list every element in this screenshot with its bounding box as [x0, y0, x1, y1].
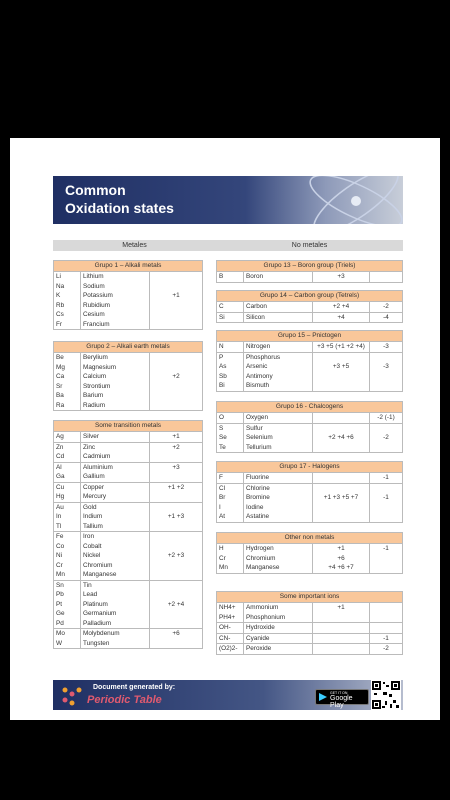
element-name: Indium: [81, 512, 150, 522]
element-row: [217, 633, 402, 644]
oxidation-negative: -2: [370, 644, 403, 654]
element-symbol: B: [217, 272, 244, 282]
play-store-icon: [319, 693, 327, 701]
element-row: [217, 381, 402, 391]
element-row: [54, 452, 202, 462]
element-row: [54, 580, 202, 590]
oxidation-positive: +2: [172, 373, 180, 380]
element-name: Iodine: [244, 503, 313, 513]
element-row: [54, 629, 202, 639]
element-name: Platinum: [81, 600, 150, 610]
oxidation-positive: [313, 633, 370, 644]
oxidation-negative: [370, 623, 403, 634]
oxidation-negative: -1: [370, 493, 403, 503]
element-name: Hydroxide: [244, 623, 313, 634]
group-title: Grupo 14 – Carbon group (Tetrels): [217, 291, 402, 302]
element-row: [217, 563, 402, 573]
oxidation-negative: [370, 512, 403, 522]
oxidation-positive: [150, 639, 203, 649]
oxidation-negative: [370, 613, 403, 623]
nonmetals-column-header: No metales: [216, 240, 403, 251]
oxidation-positive: [313, 381, 370, 391]
oxidation-negative: [370, 372, 403, 382]
group-title: Grupo 17 - Halogens: [217, 462, 402, 473]
element-row: [217, 362, 402, 372]
group-title: Grupo 2 – Alkali earth metals: [54, 342, 202, 353]
element-row: [54, 363, 202, 373]
oxidation-negative: -2: [370, 433, 403, 443]
oxidation-positive: [150, 310, 203, 320]
oxidation-positive: +6: [150, 629, 203, 639]
oxidation-positive: [150, 282, 203, 292]
oxidation-positive: [150, 301, 203, 311]
element-symbol: Mn: [217, 563, 244, 573]
element-symbol: Co: [54, 542, 81, 552]
element-name: Palladium: [81, 619, 150, 629]
oxidation-negative: -1: [370, 544, 403, 554]
element-symbol: H: [217, 544, 244, 554]
oxidation-positive: [150, 580, 203, 590]
element-symbol: Pt: [54, 600, 81, 610]
oxidation-positive: [150, 522, 203, 532]
element-row: [217, 473, 402, 483]
element-row: [54, 619, 202, 629]
element-symbol: Pd: [54, 619, 81, 629]
element-row: [217, 433, 402, 443]
element-name: Mercury: [81, 492, 150, 502]
element-symbol: Mo: [54, 629, 81, 639]
oxidation-positive: [150, 363, 203, 373]
element-symbol: Se: [217, 433, 244, 443]
element-symbol: Pb: [54, 590, 81, 600]
element-name: Chromium: [244, 554, 313, 564]
group-title: Grupo 1 – Alkali metals: [54, 261, 202, 272]
element-name: Sulfur: [244, 423, 313, 433]
element-symbol: W: [54, 639, 81, 649]
element-name: Strontium: [81, 382, 150, 392]
oxidation-negative: [370, 603, 403, 613]
element-row: [217, 272, 402, 282]
element-row: [54, 472, 202, 482]
atom-icon: [301, 176, 403, 224]
element-symbol: Ge: [54, 609, 81, 619]
right-group-box: [216, 330, 403, 392]
element-symbol: Al: [54, 462, 81, 472]
oxidation-positive: [150, 570, 203, 580]
oxidation-negative: [370, 503, 403, 513]
element-row: [217, 603, 402, 613]
element-row: [54, 609, 202, 619]
oxidation-positive: [150, 590, 203, 600]
element-symbol: C: [217, 302, 244, 312]
title-line-1: Common: [65, 182, 126, 198]
element-symbol: Hg: [54, 492, 81, 502]
element-name: Astatine: [244, 512, 313, 522]
element-name: Bromine: [244, 493, 313, 503]
element-name: Nitrogen: [244, 342, 313, 352]
element-row: [217, 554, 402, 564]
right-group-box: [216, 461, 403, 523]
element-symbol: Ga: [54, 472, 81, 482]
element-symbol: S: [217, 423, 244, 433]
element-name: Phosphorus: [244, 352, 313, 362]
element-symbol: Sn: [54, 580, 81, 590]
element-row: [54, 482, 202, 492]
element-symbol: Ni: [54, 551, 81, 561]
element-name: Hydrogen: [244, 544, 313, 554]
oxidation-positive: [150, 542, 203, 552]
element-name: Magnesium: [81, 363, 150, 373]
element-row: [217, 623, 402, 634]
element-name: Iron: [81, 532, 150, 542]
generated-by-label: Document generated by:: [93, 684, 176, 691]
left-group-box: [53, 420, 203, 649]
oxidation-negative: -1: [370, 633, 403, 644]
oxidation-positive: +4 +6 +7: [328, 564, 354, 571]
element-row: [54, 600, 202, 610]
element-row: [54, 301, 202, 311]
oxidation-positive: +3 +5 (+1 +2 +4): [317, 343, 365, 350]
element-row: [54, 353, 202, 363]
element-name: Francium: [81, 320, 150, 330]
element-row: [217, 372, 402, 382]
oxidation-positive: [313, 443, 370, 453]
oxidation-positive: [150, 619, 203, 629]
element-row: [217, 644, 402, 654]
oxidation-positive: [150, 532, 203, 542]
element-row: [54, 522, 202, 532]
element-name: Cadmium: [81, 452, 150, 462]
element-symbol: N: [217, 342, 244, 352]
element-symbol: Cs: [54, 310, 81, 320]
oxidation-positive: [150, 401, 203, 411]
element-row: [217, 483, 402, 493]
element-row: [217, 512, 402, 522]
element-row: [54, 391, 202, 401]
element-name: Gold: [81, 502, 150, 512]
oxidation-negative: [370, 381, 403, 391]
oxidation-positive: [150, 472, 203, 482]
element-name: Lead: [81, 590, 150, 600]
oxidation-negative: [370, 563, 403, 573]
element-symbol: (O2)2-: [217, 644, 244, 654]
element-symbol: Cd: [54, 452, 81, 462]
group-title: Other non metals: [217, 533, 402, 544]
element-name: Tin: [81, 580, 150, 590]
element-symbol: Sb: [217, 372, 244, 382]
oxidation-positive: [150, 272, 203, 282]
oxidation-positive: [313, 372, 370, 382]
group-title: Some important ions: [217, 592, 402, 603]
element-symbol: Ba: [54, 391, 81, 401]
oxidation-negative: [370, 423, 403, 433]
oxidation-negative: -2 (-1): [370, 413, 403, 423]
element-name: Sodium: [81, 282, 150, 292]
oxidation-positive: [150, 561, 203, 571]
oxidation-negative: [370, 554, 403, 564]
element-row: [54, 512, 202, 522]
oxidation-positive: +3: [337, 273, 345, 280]
element-name: Radium: [81, 401, 150, 411]
element-symbol: I: [217, 503, 244, 513]
oxidation-positive: +2 +4: [167, 600, 185, 608]
element-name: Chlorine: [244, 483, 313, 493]
element-name: Cyanide: [244, 633, 313, 644]
element-symbol: Sr: [54, 382, 81, 392]
left-group-box: [53, 260, 203, 330]
qr-code-icon: [371, 680, 401, 710]
element-row: [54, 401, 202, 411]
group-title: Grupo 16 - Chalcogens: [217, 402, 402, 413]
brand-name: Periodic Table: [87, 694, 162, 706]
element-name: Barium: [81, 391, 150, 401]
oxidation-negative: [370, 443, 403, 453]
oxidation-positive: +1: [337, 545, 345, 552]
oxidation-positive: [313, 503, 370, 513]
oxidation-positive: [313, 644, 370, 654]
oxidation-negative: -1: [370, 473, 403, 483]
oxidation-positive: [313, 473, 370, 483]
oxidation-negative: -3: [370, 362, 403, 372]
oxidation-positive: +1 +2: [150, 482, 203, 492]
element-symbol: Ca: [54, 372, 81, 382]
element-name: Potassium: [81, 291, 150, 301]
element-symbol: Zn: [54, 442, 81, 452]
element-symbol: Be: [54, 353, 81, 363]
oxidation-negative: [370, 352, 403, 362]
element-name: Peroxide: [244, 644, 313, 654]
oxidation-positive: +1 +3: [167, 513, 185, 520]
element-row: [54, 561, 202, 571]
group-title: Some transition metals: [54, 421, 202, 432]
element-row: [54, 291, 202, 301]
element-name: Tellurium: [244, 443, 313, 453]
element-name: Cesium: [81, 310, 150, 320]
oxidation-positive: [313, 413, 370, 423]
store-small-label: GET IT ON: [330, 691, 348, 695]
document-page: [10, 138, 440, 720]
element-symbol: Cl: [217, 483, 244, 493]
element-row: [217, 352, 402, 362]
oxidation-positive: +6: [337, 554, 345, 562]
element-row: [217, 342, 402, 352]
oxidation-positive: [150, 382, 203, 392]
element-symbol: As: [217, 362, 244, 372]
element-row: [217, 312, 402, 322]
element-name: Selenium: [244, 433, 313, 443]
title-banner: [53, 176, 403, 224]
element-symbol: Bi: [217, 381, 244, 391]
element-row: [54, 442, 202, 452]
element-name: Gallium: [81, 472, 150, 482]
element-row: [217, 302, 402, 312]
element-name: Rubidium: [81, 301, 150, 311]
element-symbol: Mg: [54, 363, 81, 373]
element-symbol: Au: [54, 502, 81, 512]
element-row: [54, 320, 202, 330]
oxidation-positive: +3: [150, 462, 203, 472]
oxidation-positive: [150, 492, 203, 502]
element-row: [217, 544, 402, 554]
element-row: [217, 443, 402, 453]
element-symbol: At: [217, 512, 244, 522]
oxidation-negative: -4: [370, 312, 403, 322]
element-symbol: Tl: [54, 522, 81, 532]
element-name: Lithium: [81, 272, 150, 282]
element-symbol: Fe: [54, 532, 81, 542]
oxidation-positive: [150, 609, 203, 619]
element-name: Manganese: [244, 563, 313, 573]
oxidation-positive: +1: [172, 292, 180, 299]
element-symbol: In: [54, 512, 81, 522]
element-row: [54, 590, 202, 600]
oxidation-positive: [150, 320, 203, 330]
element-symbol: Ra: [54, 401, 81, 411]
oxidation-positive: +1: [172, 433, 180, 440]
element-name: Bismuth: [244, 381, 313, 391]
element-name: Calcium: [81, 372, 150, 382]
element-symbol: Ag: [54, 432, 81, 442]
left-group-box: [53, 341, 203, 411]
element-name: Carbon: [244, 302, 313, 312]
oxidation-negative: [370, 272, 403, 282]
oxidation-negative: -3: [370, 342, 403, 352]
oxidation-negative: -2: [370, 302, 403, 312]
element-symbol: Te: [217, 443, 244, 453]
element-name: Chromium: [81, 561, 150, 571]
element-name: Boron: [244, 272, 313, 282]
oxidation-positive: [313, 423, 370, 433]
element-name: Arsenic: [244, 362, 313, 372]
element-row: [54, 282, 202, 292]
group-title: Grupo 15 – Pnictogen: [217, 331, 402, 342]
element-symbol: CN-: [217, 633, 244, 644]
element-name: Germanium: [81, 609, 150, 619]
element-row: [54, 272, 202, 282]
element-name: Tallium: [81, 522, 150, 532]
google-play-badge[interactable]: [315, 689, 369, 709]
oxidation-positive: +2 +4 +6: [328, 434, 354, 441]
oxidation-negative: [370, 483, 403, 493]
element-row: [54, 551, 202, 561]
element-symbol: O: [217, 413, 244, 423]
element-symbol: Li: [54, 272, 81, 282]
element-name: Ammonium: [244, 603, 313, 613]
oxidation-positive: [313, 613, 370, 623]
element-name: Phosphonium: [244, 613, 313, 623]
element-name: Silicon: [244, 312, 313, 322]
element-row: [217, 413, 402, 423]
element-name: Fluorine: [244, 473, 313, 483]
element-row: [54, 462, 202, 472]
element-name: Cobalt: [81, 542, 150, 552]
element-name: Manganese: [81, 570, 150, 580]
right-group-box: [216, 260, 403, 283]
element-row: [54, 372, 202, 382]
title-line-2: Oxidation states: [65, 200, 174, 216]
element-row: [54, 502, 202, 512]
oxidation-positive: [313, 483, 370, 493]
store-big-label: Google Play: [330, 695, 353, 709]
element-symbol: NH4+: [217, 603, 244, 613]
element-name: Tungsten: [81, 639, 150, 649]
group-title: Grupo 13 – Boron group (Triels): [217, 261, 402, 272]
element-row: [217, 503, 402, 513]
element-symbol: Si: [217, 312, 244, 322]
element-row: [54, 382, 202, 392]
element-name: Zinc: [81, 442, 150, 452]
footer-banner: [53, 680, 403, 710]
element-symbol: Rb: [54, 301, 81, 311]
element-name: Berylium: [81, 353, 150, 363]
oxidation-positive: [313, 623, 370, 634]
right-group-box: [216, 290, 403, 323]
oxidation-positive: [150, 353, 203, 363]
element-symbol: F: [217, 473, 244, 483]
element-row: [217, 613, 402, 623]
oxidation-positive: [313, 512, 370, 522]
element-row: [54, 432, 202, 442]
right-group-box: [216, 532, 403, 574]
element-name: Antimony: [244, 372, 313, 382]
element-name: Oxygen: [244, 413, 313, 423]
element-symbol: OH-: [217, 623, 244, 634]
element-symbol: K: [54, 291, 81, 301]
element-symbol: Mn: [54, 570, 81, 580]
periodic-table-logo-icon: [61, 686, 83, 706]
element-symbol: PH4+: [217, 613, 244, 623]
element-name: Silver: [81, 432, 150, 442]
element-name: Copper: [81, 482, 150, 492]
oxidation-positive: +1: [337, 604, 345, 611]
element-row: [54, 310, 202, 320]
oxidation-positive: +2 +4: [332, 303, 350, 310]
element-name: Nickel: [81, 551, 150, 561]
oxidation-positive: [150, 391, 203, 401]
metals-column-header: Metales: [53, 240, 216, 251]
element-name: Aluminium: [81, 462, 150, 472]
element-row: [54, 542, 202, 552]
element-symbol: Cr: [54, 561, 81, 571]
element-symbol: Fr: [54, 320, 81, 330]
element-symbol: Na: [54, 282, 81, 292]
oxidation-positive: +1 +3 +5 +7: [323, 494, 359, 501]
element-row: [54, 492, 202, 502]
element-symbol: Cu: [54, 482, 81, 492]
element-row: [217, 423, 402, 433]
oxidation-positive: [313, 352, 370, 362]
element-row: [217, 493, 402, 503]
element-name: Molybdenum: [81, 629, 150, 639]
right-group-box: [216, 401, 403, 453]
element-row: [54, 570, 202, 580]
oxidation-positive: +3 +5: [332, 363, 350, 370]
oxidation-positive: [150, 502, 203, 512]
element-row: [54, 532, 202, 542]
oxidation-positive: +4: [313, 312, 370, 322]
right-group-box: [216, 591, 403, 655]
element-symbol: Br: [217, 493, 244, 503]
element-symbol: Cr: [217, 554, 244, 564]
element-symbol: P: [217, 352, 244, 362]
element-row: [54, 639, 202, 649]
oxidation-positive: [150, 452, 203, 462]
oxidation-positive: +2 +3: [167, 552, 185, 559]
oxidation-positive: +2: [150, 442, 203, 452]
